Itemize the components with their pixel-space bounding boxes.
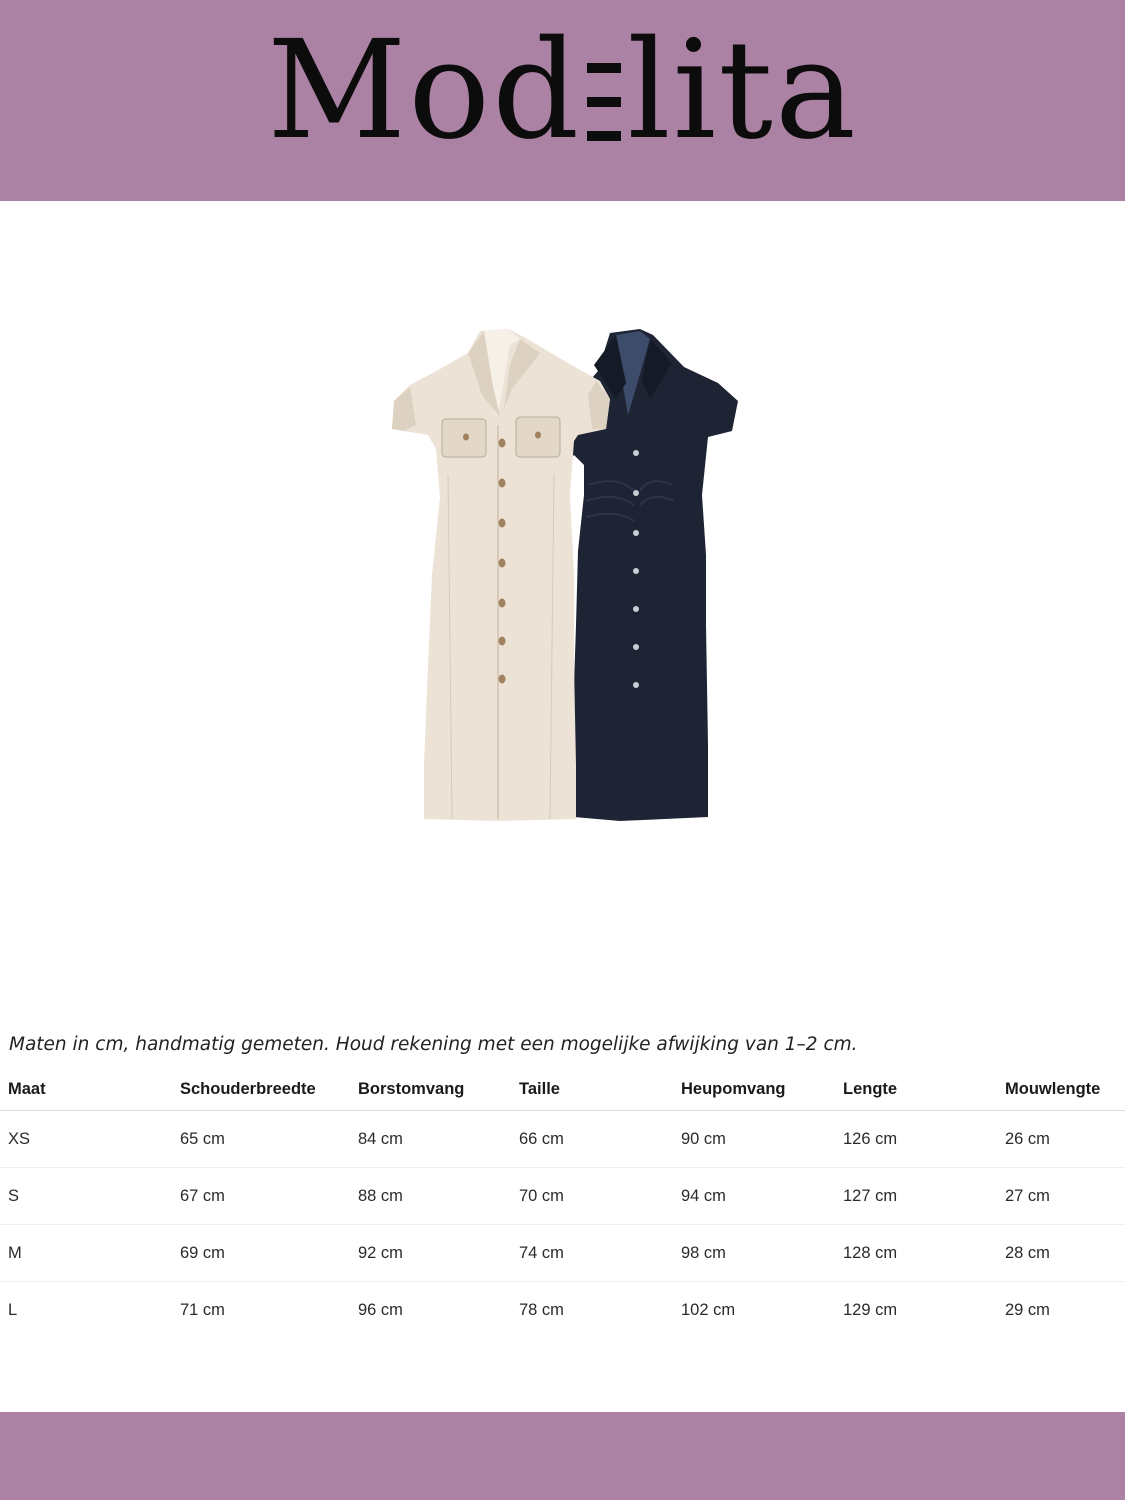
table-cell: 90 cm (673, 1111, 835, 1168)
table-cell: 29 cm (1005, 1300, 1050, 1319)
table-cell: XS (0, 1111, 172, 1168)
table-cell: 94 cm (673, 1168, 835, 1225)
table-cell: 126 cm (835, 1111, 997, 1168)
table-cell: 70 cm (511, 1168, 673, 1225)
table-cell: 26 cm (997, 1111, 1125, 1168)
table-cell: M (0, 1225, 172, 1282)
table-header-row (0, 1069, 1125, 1111)
table-cell: 127 cm (835, 1168, 997, 1225)
table-cell: 74 cm (511, 1225, 673, 1282)
table-row (0, 1282, 1125, 1339)
logo-text-left: Mod (267, 11, 582, 170)
header-mouwlengte: Mouwlengte (997, 1069, 1125, 1111)
table-row (0, 1168, 1125, 1225)
table-cell: 92 cm (350, 1225, 511, 1282)
table-cell: 102 cm (681, 1300, 736, 1319)
header-schouderbreedte: Schouderbreedte (172, 1069, 350, 1111)
table-cell: 78 cm (519, 1300, 564, 1319)
table-row (0, 1111, 1125, 1168)
table-cell: 66 cm (511, 1111, 673, 1168)
table-cell: 71 cm (180, 1300, 225, 1319)
table-cell: 67 cm (172, 1168, 350, 1225)
header-maat: Maat (0, 1069, 172, 1111)
table-cell: S (0, 1168, 172, 1225)
table-cell: 84 cm (350, 1111, 511, 1168)
header-band (0, 0, 1125, 201)
table-cell: 69 cm (172, 1225, 350, 1282)
header-borstomvang: Borstomvang (350, 1069, 511, 1111)
logo-text-right: lita (627, 11, 858, 170)
header-lengte: Lengte (835, 1069, 997, 1111)
size-note: Maten in cm, handmatig gemeten. Houd rekening met een mogelijke afwijking van 1–2 cm. (9, 1034, 858, 1055)
table-cell: 28 cm (997, 1225, 1125, 1282)
size-table (0, 1069, 1125, 1338)
table-cell: 128 cm (835, 1225, 997, 1282)
header-taille: Taille (511, 1069, 673, 1111)
table-cell: L (8, 1300, 18, 1319)
table-cell: 27 cm (997, 1168, 1125, 1225)
table-cell: 98 cm (673, 1225, 835, 1282)
brand-logo (267, 11, 858, 170)
two-denim-shirt-dresses-image (388, 325, 743, 823)
header-heupomvang: Heupomvang (673, 1069, 835, 1111)
table-cell: 65 cm (172, 1111, 350, 1168)
table-cell: 129 cm (843, 1300, 898, 1319)
table-row (0, 1225, 1125, 1282)
logo-e-bars-icon (587, 23, 621, 141)
table-cell: 96 cm (358, 1300, 403, 1319)
table-cell: 88 cm (350, 1168, 511, 1225)
footer-band (0, 1412, 1125, 1500)
